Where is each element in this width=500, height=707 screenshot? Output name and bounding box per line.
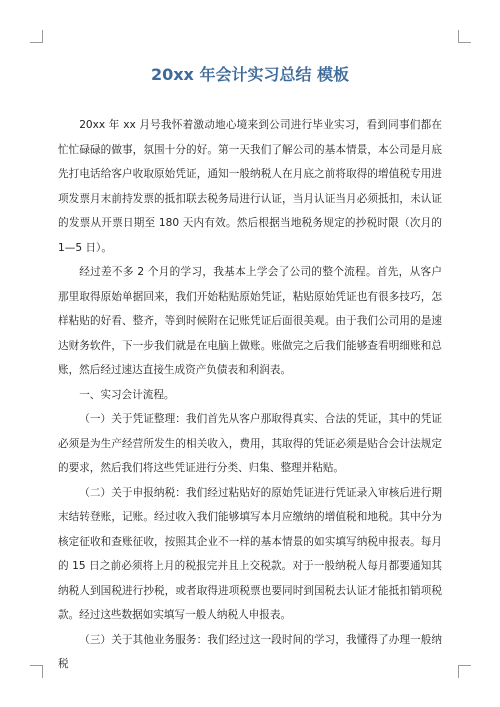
crop-mark-bottom-right xyxy=(458,665,471,678)
section-heading: 一、实习会计流程。 xyxy=(79,388,175,401)
paragraph-intro: 20xx 年 xx 月号我怀着激动地心境来到公司进行毕业实习，看到同事们都在忙忙碌碌的做事，氛围十分的好。第一天我们了解公司的基本情景，本公司是月底先打电话给客户收取原始凭证，通知一般纳税人在月底之前将取得的增值税专用进项发票月末前持发票的抵扣联去税务局进行认证，当月认证当月必须抵扣，未认证的发票从开票日期至 180 天内有效。然后根据当地税务规定的抄税时限（次月的 1—5 日）。 xyxy=(58,119,442,254)
document-body xyxy=(58,113,442,677)
document-title: 20xx 年会计实习总结 模板 xyxy=(150,65,350,84)
crop-mark-bottom-left xyxy=(30,665,43,678)
paragraph-process: 经过差不多 2 个月的学习，我基本上学会了公司的整个流程。首先，从客户那里取得原始单据回来，我们开始粘贴原始凭证，粘贴原始凭证也有很多技巧，怎样粘贴的好看、整齐，等到时候附在记账凭证后面很美观。由于我们公司用的是速达财务软件，下一步我们就是在电脑上做账。账做完之后我们能够查看明细账和总账，然后经过速达直接生成资产负债表和利润表。 xyxy=(58,266,442,376)
crop-mark-top-right xyxy=(458,30,471,43)
paragraph-tax: （二）关于申报纳税：我们经过粘贴好的原始凭证进行凭证录入审核后进行期末结转登账，记账。经过收入我们能够填写本月应缴纳的增值税和地税。其中分为核定征收和查账征收，按照其企业不一样的基本情景的如实填写纳税申报表。每月的 15 日之前必须将上月的税报完并且上交税款。对于一般纳税人每月都要通知其纳税人到国税进行抄税，或者取得进项税票也要同时到国税去认证才能抵扣销项税款。经过这些数据如实填写一般人纳税人申报表。 xyxy=(58,486,442,621)
crop-mark-top-left xyxy=(30,30,43,43)
paragraph-voucher: （一）关于凭证整理：我们首先从客户那取得真实、合法的凭证，其中的凭证必须是为生产经营所发生的相关收入，费用，其取得的凭证必须是贴合会计法规定的要求，然后我们将这些凭证进行分类、归集、整理并粘贴。 xyxy=(58,413,442,474)
paragraph-other: （三）关于其他业务服务：我们经过这一段时间的学习，我懂得了办理一般纳税 xyxy=(58,633,442,670)
